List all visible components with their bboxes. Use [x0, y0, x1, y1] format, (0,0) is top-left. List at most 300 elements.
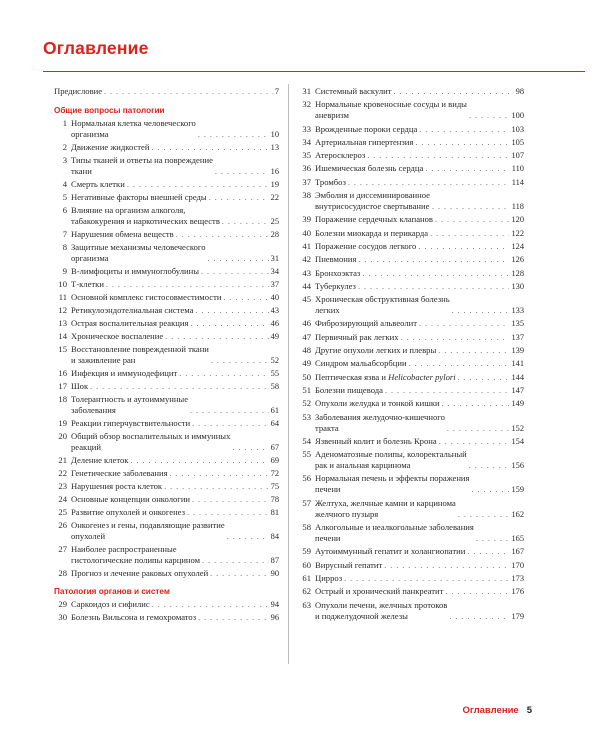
chapter-number: 54: [302, 435, 311, 446]
chapter-number: 1: [62, 118, 67, 128]
chapter-number: 37: [302, 176, 311, 187]
chapter-title: Болезни миокарда и перикарда: [315, 227, 429, 238]
toc-entry[interactable]: [54, 118, 279, 140]
toc-entry[interactable]: [54, 431, 279, 453]
toc-entry[interactable]: [298, 449, 524, 471]
toc-entry[interactable]: [298, 150, 524, 161]
chapter-title: Типы тканей и ответы на повреждение ткани: [71, 155, 213, 176]
page-ref: 25: [270, 217, 279, 226]
dot-leader: [445, 586, 509, 597]
section-heading: Общие вопросы патологии: [54, 106, 165, 115]
page-ref: 7: [274, 87, 279, 96]
chapter-number: 24: [58, 494, 67, 504]
toc-entry[interactable]: [54, 331, 279, 342]
chapter-title: Восстановление поврежденной ткани и заживление ран: [71, 344, 209, 365]
page-ref: 64: [270, 419, 279, 428]
dot-leader: [367, 150, 509, 161]
section-heading: Патология органов и систем: [54, 587, 170, 596]
dot-leader: [432, 201, 510, 212]
chapter-number: 28: [58, 568, 67, 578]
chapter-title: Реакции гиперчувствительности: [71, 418, 191, 428]
chapter-title: Движение жидкостей: [71, 142, 150, 152]
chapter-title: Болезнь Вильсона и гемохроматоз: [71, 612, 197, 622]
dot-leader: [164, 481, 269, 492]
toc-entry[interactable]: [298, 522, 524, 544]
toc-entry[interactable]: [54, 394, 279, 416]
page-ref: 167: [511, 547, 524, 557]
page-ref: 120: [511, 215, 524, 225]
page-ref: 144: [511, 372, 524, 382]
page-ref: 162: [511, 509, 524, 519]
toc-entry[interactable]: [54, 318, 279, 329]
dot-leader: [201, 266, 269, 277]
toc-entry[interactable]: [298, 573, 524, 584]
chapter-number: 3: [62, 155, 67, 165]
page-ref: 40: [270, 293, 279, 302]
toc-entry[interactable]: [298, 124, 524, 135]
chapter-number: 21: [58, 455, 67, 465]
page-ref: 28: [270, 230, 279, 239]
chapter-number: 59: [302, 546, 311, 557]
chapter-number: 20: [58, 431, 67, 441]
chapter-title: Деление клеток: [71, 455, 129, 465]
chapter-title: Общий обзор воспалительных и иммунных реакций: [71, 431, 231, 452]
dot-leader: [393, 86, 513, 97]
page-ref: 173: [511, 573, 524, 583]
chapter-number: 44: [302, 280, 311, 291]
toc-entry[interactable]: [54, 381, 279, 392]
dot-leader: [442, 398, 510, 409]
toc-entry[interactable]: [54, 612, 279, 623]
toc-entry[interactable]: [298, 385, 524, 396]
toc-entry[interactable]: [54, 468, 279, 479]
page-ref: 124: [511, 241, 524, 251]
dot-leader: [192, 418, 269, 429]
dot-leader: [458, 509, 510, 520]
chapter-number: 42: [302, 254, 311, 265]
toc-entry[interactable]: [54, 86, 279, 97]
chapter-title: Язвенный колит и болезнь Крона: [315, 435, 437, 446]
dot-leader: [192, 494, 269, 505]
page-ref: 141: [511, 359, 524, 369]
toc-entry[interactable]: [54, 305, 279, 316]
chapter-number: 39: [302, 214, 311, 225]
dot-leader: [385, 385, 510, 396]
dot-leader: [409, 358, 510, 369]
dot-leader: [151, 142, 268, 153]
toc-entry[interactable]: [298, 190, 524, 212]
chapter-title: Эмболия и диссеминированное внутрисосудистое свертывание: [315, 190, 430, 212]
dot-leader: [419, 318, 509, 329]
page-ref: 118: [511, 202, 524, 212]
dot-leader: [202, 555, 269, 566]
dot-leader: [198, 129, 269, 140]
page-ref: 16: [270, 167, 279, 176]
page-ref: 122: [511, 228, 524, 238]
chapter-title: В-лимфоциты и иммуноглобулины: [71, 266, 199, 276]
toc-entry[interactable]: [298, 294, 524, 316]
toc-entry[interactable]: [54, 520, 279, 542]
toc-entry[interactable]: [298, 560, 524, 571]
page-ref: 46: [270, 319, 279, 328]
chapter-title: Ишемическая болезнь сердца: [315, 163, 424, 174]
chapter-number: 33: [302, 123, 311, 134]
toc-entry[interactable]: [54, 205, 279, 227]
chapter-title: Предисловие: [54, 86, 103, 96]
toc-entry[interactable]: [54, 418, 279, 429]
toc-entry[interactable]: [298, 600, 524, 622]
page-ref: 176: [511, 587, 524, 597]
chapter-number: 45: [302, 294, 311, 305]
toc-entry[interactable]: [298, 268, 524, 279]
dot-leader: [170, 468, 269, 479]
chapter-number: 49: [302, 358, 311, 369]
dot-leader: [358, 281, 509, 292]
chapter-number: 29: [58, 599, 67, 609]
page-ref: 90: [270, 569, 279, 578]
chapter-title: Онкогенез и гены, подавляющие развитие опухолей: [71, 520, 225, 541]
chapter-title: Нормальная печень и эффекты поражения печени: [315, 473, 470, 495]
toc-entry[interactable]: [54, 266, 279, 277]
chapter-number: 22: [58, 468, 67, 478]
page-ref: 34: [270, 267, 279, 276]
page-ref: 147: [511, 385, 524, 395]
chapter-title: Опухоли печени, желчных протоков и поджелудочной железы: [315, 599, 448, 621]
page-ref: 43: [270, 306, 279, 315]
toc-entry[interactable]: [298, 412, 524, 434]
chapter-number: 25: [58, 507, 67, 517]
chapter-title: Защитные механизмы человеческого организма: [71, 242, 206, 263]
toc-left-column: [54, 86, 279, 623]
chapter-title: Атеросклероз: [315, 150, 366, 161]
chapter-title: Артериальная гипертензия: [315, 136, 414, 147]
toc-entry[interactable]: [298, 86, 524, 97]
dot-leader: [223, 292, 268, 303]
chapter-title: Нормальные кровеносные сосуды и виды аневризм: [315, 99, 467, 121]
toc-entry[interactable]: [298, 318, 524, 329]
toc-entry[interactable]: [298, 473, 524, 495]
page-ref: 22: [270, 193, 279, 202]
dot-leader: [208, 253, 269, 264]
chapter-number: 60: [302, 559, 311, 570]
chapter-title: Врожденные пороки сердца: [315, 123, 418, 134]
chapter-number: 57: [302, 497, 311, 508]
toc-entry[interactable]: [54, 279, 279, 290]
chapter-number: 63: [302, 599, 311, 610]
dot-leader: [232, 442, 268, 453]
chapter-number: 16: [58, 368, 67, 378]
toc-entry[interactable]: [54, 544, 279, 566]
chapter-title: Влияние на организм алкоголя, табакокурения и наркотических веществ: [71, 205, 220, 226]
title-underline: [43, 71, 585, 72]
dot-leader: [215, 166, 269, 177]
page-ref: 96: [270, 613, 279, 622]
chapter-title: Острая воспалительная реакция: [71, 318, 189, 328]
chapter-number: 8: [62, 242, 67, 252]
chapter-title: Хроническая обструктивная болезнь легких: [315, 294, 450, 316]
page-ref: 72: [270, 469, 279, 478]
dot-leader: [476, 533, 510, 544]
toc-entry[interactable]: [298, 586, 524, 597]
chapter-number: 40: [302, 227, 311, 238]
page-ref: 81: [270, 508, 279, 517]
toc-entry[interactable]: [298, 358, 524, 369]
page-ref: 139: [511, 346, 524, 356]
dot-leader: [227, 531, 269, 542]
chapter-title: Первичный рак легких: [315, 331, 399, 342]
chapter-number: 11: [58, 292, 67, 302]
page-ref: 19: [270, 180, 279, 189]
dot-leader: [179, 368, 268, 379]
chapter-number: 23: [58, 481, 67, 491]
chapter-number: 43: [302, 267, 311, 278]
dot-leader: [344, 573, 509, 584]
chapter-number: 19: [58, 418, 67, 428]
page-ref: 128: [511, 268, 524, 278]
page-ref: 61: [270, 406, 279, 415]
page-ref: 87: [270, 556, 279, 565]
dot-leader: [127, 179, 269, 190]
chapter-number: 27: [58, 544, 67, 554]
chapter-title: Нарушения обмена веществ: [71, 229, 174, 239]
dot-leader: [415, 137, 509, 148]
chapter-title: Бронхоэктаз: [315, 267, 361, 278]
chapter-number: 15: [58, 344, 67, 354]
toc-entry[interactable]: [298, 214, 524, 225]
dot-leader: [425, 163, 509, 174]
chapter-title: Развитие опухолей и онкогенез: [71, 507, 185, 517]
chapter-title: Вирусный гепатит: [315, 559, 383, 570]
page-ref: 152: [511, 423, 524, 433]
dot-leader: [469, 110, 509, 121]
chapter-title: Шок: [71, 381, 89, 391]
page-ref: 156: [511, 461, 524, 471]
toc-entry[interactable]: [298, 163, 524, 174]
toc-entry[interactable]: [54, 494, 279, 505]
chapter-number: 7: [62, 229, 67, 239]
page-ref: 67: [270, 443, 279, 452]
chapter-title: Нормальная клетка человеческого организма: [71, 118, 196, 139]
dot-leader: [439, 436, 510, 447]
chapter-number: 32: [302, 99, 311, 110]
dot-leader: [209, 192, 269, 203]
page-ref: 52: [270, 356, 279, 365]
toc-entry[interactable]: [298, 398, 524, 409]
dot-leader: [447, 423, 510, 434]
dot-leader: [449, 611, 509, 622]
chapter-title: Хроническое воспаление: [71, 331, 164, 341]
toc-entry[interactable]: [298, 177, 524, 188]
chapter-title: Алкогольные и неалкогольные заболевания печени: [315, 522, 474, 544]
page-ref: 126: [511, 255, 524, 265]
chapter-title: Фиброзирующий альвеолит: [315, 318, 417, 329]
chapter-number: 17: [58, 381, 67, 391]
toc-entry[interactable]: [54, 344, 279, 366]
toc-entry[interactable]: [298, 372, 524, 383]
dot-leader: [106, 279, 269, 290]
dot-leader: [198, 612, 269, 623]
toc-entry[interactable]: [54, 507, 279, 518]
toc-entry[interactable]: [54, 292, 279, 303]
toc-entry[interactable]: [298, 345, 524, 356]
chapter-title: Пневмония: [315, 254, 357, 265]
chapter-number: 5: [62, 192, 67, 202]
dot-leader: [401, 332, 510, 343]
toc-entry[interactable]: [54, 155, 279, 177]
chapter-number: 6: [62, 205, 67, 215]
toc-entry[interactable]: [298, 546, 524, 557]
page-ref: 110: [511, 164, 524, 174]
toc-entry[interactable]: [298, 436, 524, 447]
chapter-title: Основные концепции онкологии: [71, 494, 191, 504]
dot-leader: [458, 372, 510, 383]
chapter-number: 46: [302, 318, 311, 329]
toc-entry[interactable]: [298, 99, 524, 121]
toc-entry[interactable]: [298, 281, 524, 292]
dot-leader: [435, 214, 509, 225]
page-ref: 100: [511, 111, 524, 121]
chapter-number: 56: [302, 473, 311, 484]
chapter-title: Болезни пищевода: [315, 384, 383, 395]
toc-entry[interactable]: [54, 242, 279, 264]
chapter-title: Наиболее распространенные гистологические полипы карцином: [71, 544, 201, 565]
chapter-title: Негативные факторы внешней среды: [71, 192, 207, 202]
footer-label: Оглавление: [462, 705, 519, 716]
page-ref: 55: [270, 369, 279, 378]
chapter-number: 36: [302, 163, 311, 174]
toc-right-column: [298, 86, 524, 622]
dot-leader: [211, 355, 269, 366]
chapter-title: Заболевания желудочно-кишечного тракта: [315, 411, 445, 433]
page-ref: 13: [270, 143, 279, 152]
dot-leader: [384, 560, 509, 571]
chapter-number: 52: [302, 398, 311, 409]
page-ref: 105: [511, 137, 524, 147]
toc-entry[interactable]: [298, 137, 524, 148]
page-ref: 58: [270, 382, 279, 391]
page-ref: 69: [270, 456, 279, 465]
chapter-number: 51: [302, 384, 311, 395]
toc-entry[interactable]: [298, 498, 524, 520]
chapter-title: Цирроз: [315, 572, 343, 583]
page-ref: 179: [511, 611, 524, 621]
chapter-title: Генетические заболевания: [71, 468, 168, 478]
dot-leader: [176, 229, 269, 240]
chapter-title: Аутоиммунный гепатит и холангиопатии: [315, 546, 466, 557]
toc-entry[interactable]: [54, 229, 279, 240]
chapter-number: 58: [302, 522, 311, 533]
page-ref: 135: [511, 319, 524, 329]
chapter-number: 48: [302, 345, 311, 356]
chapter-title: Ретикулоэндотелиальная система: [71, 305, 194, 315]
chapter-title: Аденоматозные полипы, колоректальный рак и анальная карцинома: [315, 449, 467, 471]
dot-leader: [358, 254, 509, 265]
chapter-number: 31: [302, 86, 311, 96]
dot-leader: [418, 241, 509, 252]
chapter-title: Опухоли желудка и тонкой кишки: [315, 398, 440, 409]
page-ref: 130: [511, 281, 524, 291]
toc-entry[interactable]: [54, 481, 279, 492]
toc-entry[interactable]: [54, 455, 279, 466]
toc-entry[interactable]: [298, 241, 524, 252]
chapter-number: 50: [302, 371, 311, 382]
toc-entry[interactable]: [54, 192, 279, 203]
chapter-title: Инфекция и иммунодефицит: [71, 368, 178, 378]
toc-entry[interactable]: [298, 254, 524, 265]
toc-entry[interactable]: [54, 599, 279, 610]
chapter-title: Другие опухоли легких и плевры: [315, 345, 437, 356]
toc-entry[interactable]: [298, 332, 524, 343]
chapter-number: 47: [302, 331, 311, 342]
chapter-number: 62: [302, 586, 311, 597]
page-number: 5: [526, 705, 532, 716]
toc-entry[interactable]: [54, 568, 279, 579]
page-ref: 98: [515, 87, 524, 96]
page-ref: 114: [511, 177, 524, 187]
chapter-title: Желтуха, желчные камни и карцинома желчного пузыря: [315, 497, 456, 519]
page-ref: 84: [270, 532, 279, 541]
chapter-title: Системный васкулит: [315, 86, 392, 96]
chapter-title: Прогноз и лечение раковых опухолей: [71, 568, 209, 578]
page-ref: 75: [270, 482, 279, 491]
chapter-number: 4: [62, 179, 67, 189]
chapter-number: 26: [58, 520, 67, 530]
page-footer: [463, 705, 533, 716]
toc-entry[interactable]: [54, 368, 279, 379]
chapter-title: Саркоидоз и сифилис: [71, 599, 150, 609]
page-ref: 137: [511, 332, 524, 342]
dot-leader: [152, 599, 269, 610]
dot-leader: [104, 86, 273, 97]
dot-leader: [438, 345, 509, 356]
chapter-number: 14: [58, 331, 67, 341]
page-ref: 170: [511, 560, 524, 570]
toc-entry[interactable]: [54, 179, 279, 190]
chapter-number: 30: [58, 612, 67, 622]
dot-leader: [452, 305, 510, 316]
chapter-title: Тромбоз: [315, 176, 346, 187]
page-ref: 78: [270, 495, 279, 504]
page-ref: 159: [511, 485, 524, 495]
chapter-number: 53: [302, 411, 311, 422]
dot-leader: [419, 124, 509, 135]
chapter-title: Поражение сердечных клапанов: [315, 214, 433, 225]
chapter-number: 2: [62, 142, 67, 152]
page-ref: 103: [511, 124, 524, 134]
page-title: Оглавление: [43, 38, 149, 58]
chapter-title: Острый и хронический панкреатит: [315, 586, 444, 597]
chapter-title: Смерть клетки: [71, 179, 125, 189]
chapter-number: 55: [302, 449, 311, 460]
dot-leader: [222, 216, 269, 227]
page-ref: 165: [511, 534, 524, 544]
chapter-title: Т-клетки: [71, 279, 104, 289]
dot-leader: [130, 455, 268, 466]
toc-entry[interactable]: [54, 142, 279, 153]
page-ref: 94: [270, 600, 279, 609]
toc-entry[interactable]: [298, 228, 524, 239]
chapter-number: 61: [302, 572, 311, 583]
page-ref: 37: [270, 280, 279, 289]
dot-leader: [190, 318, 268, 329]
dot-leader: [190, 405, 269, 416]
dot-leader: [362, 268, 509, 279]
chapter-number: 12: [58, 305, 67, 315]
chapter-title: Туберкулез: [315, 280, 356, 291]
chapter-title: Пептическая язва и Helicobacter pylori: [315, 371, 456, 382]
chapter-number: 18: [58, 394, 67, 404]
dot-leader: [195, 305, 268, 316]
